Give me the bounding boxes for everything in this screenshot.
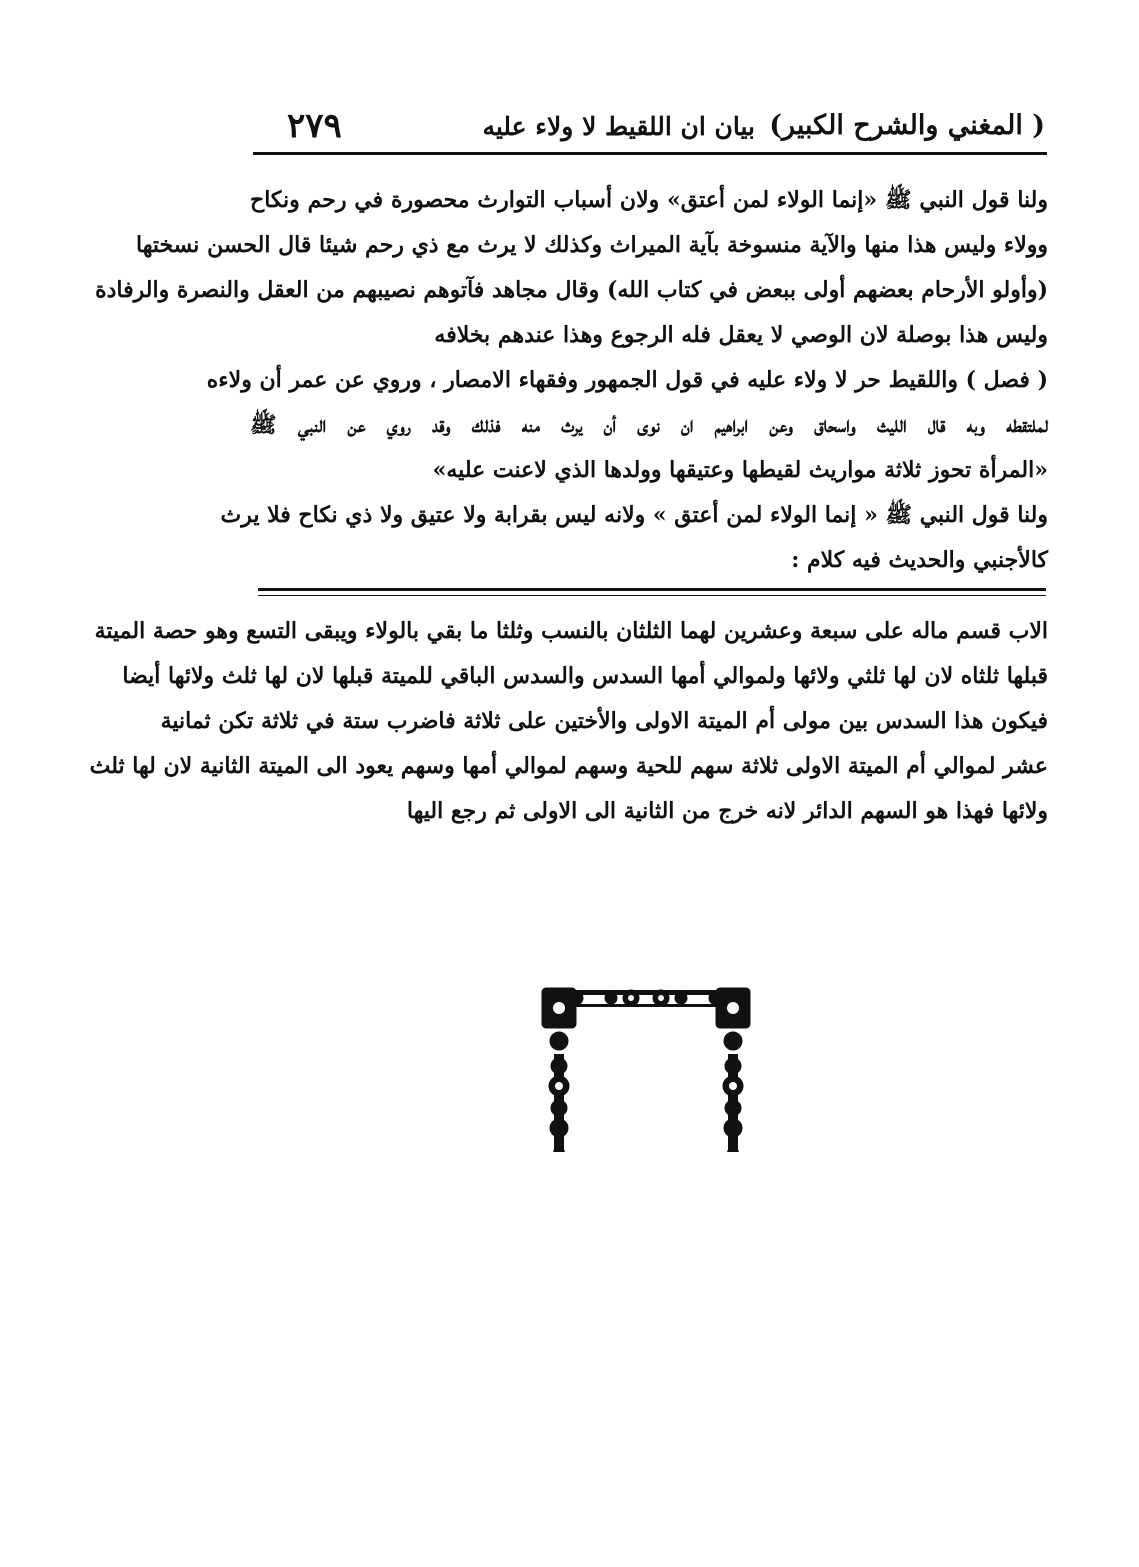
- main-line: «المرأة تحوز ثلاثة مواريث لقيطها وعتيقها وولدها الذي لاعنت عليه»: [432, 457, 1048, 483]
- end-ornament-icon: [536, 986, 756, 1156]
- running-header: [253, 106, 1045, 152]
- main-line: كالأجنبي والحديث فيه كلام :: [791, 547, 1048, 573]
- commentary-line: فيكون هذا السدس بين مولى أم الميتة الاولى والأختين على ثلاثة فاضرب ستة في ثلاثة تكن ثمانية: [160, 708, 1048, 734]
- commentary-line: عشر لموالي أم الميتة الاولى ثلاثة سهم للحية وسهم لموالي أمها وسهم يعود الى الميتة الثانية لان لها ثلث: [89, 753, 1048, 779]
- main-line: وليس هذا بوصلة لان الوصي لا يعقل فله الرجوع وهذا عندهم بخلافه: [434, 322, 1048, 348]
- main-line: ( فصل ) واللقيط حر لا ولاء عليه في قول الجمهور وفقهاء الامصار ، وروي عن عمر أن ولاءه: [206, 367, 1048, 393]
- commentary-line: الاب قسم ماله على سبعة وعشرين لهما الثلثان بالنسب وثلثا ما بقي بالولاء ويبقى التسع وهو حصة الميتة: [94, 618, 1048, 644]
- main-line: (وأولو الأرحام بعضهم أولى ببعض في كتاب الله) وقال مجاهد فآتوهم نصيبهم من العقل والنصرة والرفادة: [95, 277, 1048, 303]
- main-line: لملتقطه وبه قال الليث واسحاق وعن ابراهيم ان نوى أن يرث منه فذلك وقد روي عن النبي ﷺ: [250, 412, 1048, 438]
- commentary-line: قبلها ثلثاه لان لها ثلثي ولائها ولموالي أمها السدس والسدس الباقي للميتة قبلها لان لها ثلث ولائها أيضا: [122, 663, 1048, 689]
- lower-commentary: [89, 609, 1048, 834]
- main-line: وولاء وليس هذا منها والآية منسوخة بآية الميراث وكذلك لا يرث مع ذي رحم شيئا قال الحسن نسختها: [135, 232, 1048, 258]
- main-text: [95, 178, 1048, 583]
- main-line: ولنا قول النبي ﷺ « إنما الولاء لمن أعتق » ولانه ليس بقرابة ولا عتيق ولا ذي نكاح فلا يرث: [220, 502, 1048, 528]
- separator-rule-thin: [258, 595, 1046, 596]
- main-line: ولنا قول النبي ﷺ «إنما الولاء لمن أعتق» ولان أسباب التوارث محصورة في رحم ونكاح: [250, 187, 1048, 213]
- page-number: ٢٧٩: [287, 106, 342, 146]
- separator-rule: [258, 588, 1046, 591]
- book-title: ( المغني والشرح الكبير): [769, 110, 1045, 141]
- header-rule: [253, 152, 1047, 155]
- commentary-line: ولائها فهذا هو السهم الدائر لانه خرج من الثانية الى الاولى ثم رجع اليها: [406, 798, 1048, 824]
- section-topic: بيان ان اللقيط لا ولاء عليه: [482, 112, 755, 141]
